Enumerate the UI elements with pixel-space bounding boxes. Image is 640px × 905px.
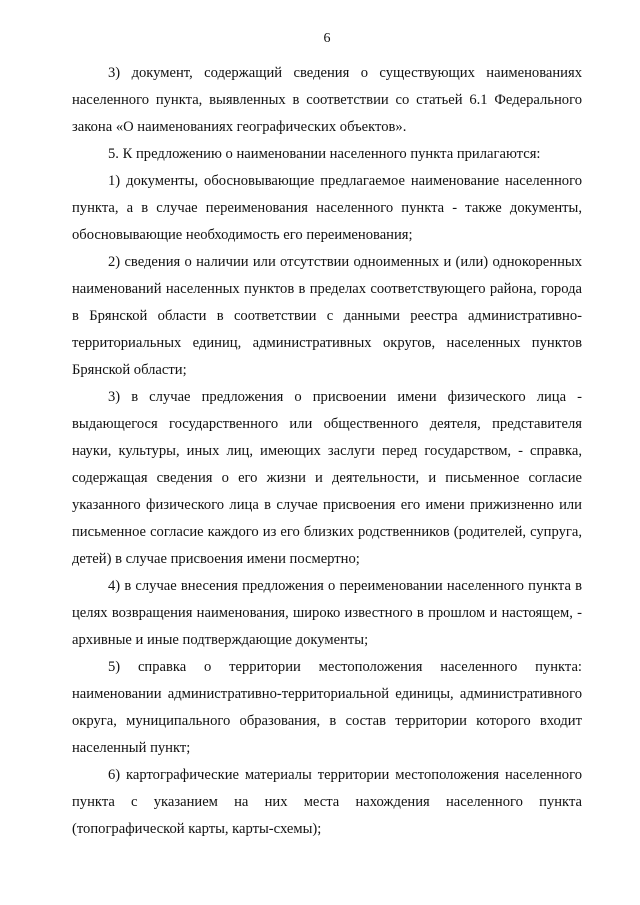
paragraph-section-5-heading: 5. К предложению о наименовании населенного пункта прилагаются: [108,146,541,162]
paragraph-item-2-same-name-info: 2) сведения о наличии или отсутствии одноименных и (или) однокоренных наименований населенных пунктов в пределах соответствующего района, города в Брянской области в соответствии с данными реестра административно-территориальных единиц, административных округов, населенных пунктов Брянской области; [72,254,582,378]
paragraph-item-6-cartographic-materials: 6) картографические материалы территории местоположения населенного пункта с указанием на них места нахождения населенного пункта (топографической карты, карты-схемы); [72,767,582,837]
paragraph-item-5-territory-certificate: 5) справка о территории местоположения населенного пункта: наименовании административно-территориальной единицы, административного округа, муниципального образования, в состав территории которого входит населенный пункт; [72,659,582,756]
paragraph-item-3-person-name: 3) в случае предложения о присвоении имени физического лица - выдающегося государственного или общественного деятеля, представителя науки, культуры, иных лиц, имеющих заслуги перед государством, - справка, содержащая сведения о его жизни и деятельности, и письменное согласие указанного физического лица в случае присвоения его имени прижизненно или письменное согласие каждого из его близких родственников (родителей, супруга, детей) в случае присвоения имени посмертно; [72,389,582,567]
paragraph-item-4-renaming-archives: 4) в случае внесения предложения о переименовании населенного пункта в целях возвращения наименования, широко известного в прошлом и настоящем, - архивные и иные подтверждающие документы; [72,578,582,648]
page-number: 6 [323,31,331,46]
paragraph-item-1-justification-docs: 1) документы, обосновывающие предлагаемое наименование населенного пункта, а в случае переименования населенного пункта - также документы, обосновывающие необходимость его переименования; [72,173,582,243]
paragraph-item-3-existing-names: 3) документ, содержащий сведения о существующих наименованиях населенного пункта, выявленных в соответствии со статьей 6.1 Федерального закона «О наименованиях географических объектов». [72,65,582,135]
